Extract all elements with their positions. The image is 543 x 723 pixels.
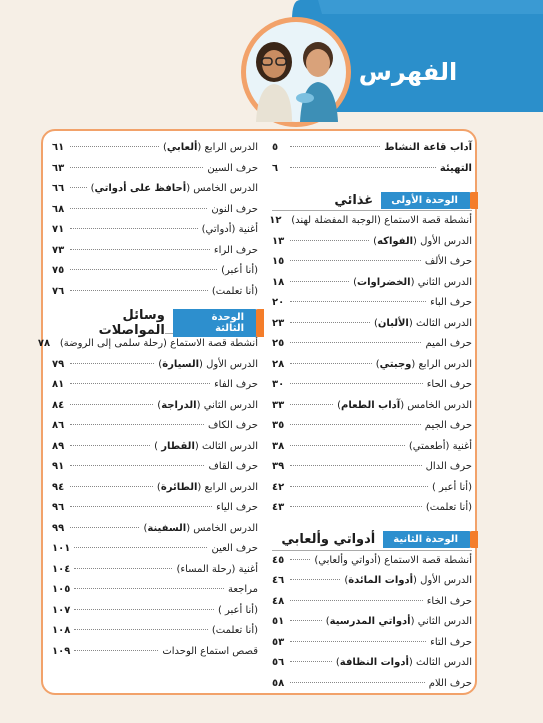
entry-label: [336, 657, 472, 668]
entry-label-text: (أنا تعلمت): [211, 285, 258, 297]
page-number: ١٨: [272, 276, 285, 288]
toc-entry: [52, 461, 258, 482]
entry-label: [426, 502, 472, 513]
leader-dots: [290, 281, 349, 282]
entry-label-bold: ألعابي: [166, 142, 198, 153]
toc-entry: [52, 379, 258, 400]
entry-label-suffix: ): [344, 575, 349, 586]
page-number: ١٠٤: [52, 563, 71, 575]
entry-label: [176, 564, 258, 575]
entry-label: [314, 555, 472, 566]
leader-dots: [70, 228, 198, 229]
leader-dots: [70, 383, 210, 384]
leader-dots: [290, 506, 422, 507]
leader-dots: [290, 486, 428, 487]
entry-label-text: مراجعة: [227, 584, 258, 595]
entry-label: [337, 400, 472, 411]
entry-label: [143, 523, 258, 534]
entry-label-text: الدرس الرابع (: [411, 358, 472, 370]
entry-label-text: حرف التاء: [430, 636, 472, 648]
entry-label-text: حرف الألف: [424, 256, 472, 267]
toc-entry: [272, 379, 472, 400]
entry-label-bold: وجبتي: [379, 358, 412, 370]
entry-label-suffix: ): [375, 358, 380, 370]
leader-dots: [290, 301, 426, 302]
toc-entry: [52, 564, 258, 585]
entry-label: [208, 420, 258, 431]
entry-label: [291, 215, 472, 226]
entry-label-text: حرف الخاء: [426, 595, 472, 607]
entry-label-text: حرف الياء: [216, 502, 258, 513]
leader-dots: [290, 600, 423, 601]
entry-label-bold: القطار: [161, 440, 195, 452]
entry-label: [221, 265, 258, 276]
entry-label-suffix: ): [156, 481, 161, 493]
page-number: ٨٦: [52, 420, 65, 431]
entry-label-text: الدرس الثاني (: [410, 276, 472, 288]
entry-label-text: الدرس الخامس (: [186, 522, 258, 534]
page-number: ٥: [272, 142, 279, 153]
entry-label-text: الدرس الرابع (: [197, 142, 258, 153]
entry-label-bold: الدراجة: [161, 399, 197, 411]
toc-entry: [52, 646, 258, 667]
entry-label: [211, 543, 258, 554]
entry-label-text: حرف العين: [211, 543, 258, 554]
toc-entry: [272, 616, 472, 637]
unit-title: أدواتي وألعابي: [275, 532, 375, 547]
entry-label: [425, 338, 472, 349]
page-number: ٢٥: [272, 338, 285, 349]
toc-entry: [52, 245, 258, 266]
entry-label: [208, 461, 258, 472]
entry-label-text: الدرس الرابع (: [197, 481, 258, 493]
page-number: ٩١: [52, 461, 65, 472]
intro-list: [272, 142, 472, 183]
toc-entry: [52, 625, 258, 646]
toc-entry: [272, 657, 472, 678]
toc-entry: [52, 400, 258, 421]
entry-label-bold: السيارة: [162, 358, 200, 370]
toc-entry: [272, 575, 472, 596]
entry-label-text: التهيئة: [439, 162, 472, 174]
leader-dots: [74, 547, 207, 548]
entry-label-text: حرف النون: [211, 203, 258, 215]
toc-entry: [272, 359, 472, 380]
entry-label-text: الدرس الثالث (: [408, 317, 472, 329]
entry-label-bold: أدواتي المدرسية: [329, 616, 411, 627]
unit-divider: [272, 550, 472, 551]
leader-dots: [70, 527, 139, 528]
unit2-header: [272, 525, 472, 555]
entry-label: [158, 359, 258, 370]
leader-dots: [70, 269, 217, 270]
entry-label: [430, 637, 472, 648]
page-number: ٢٣: [272, 317, 285, 329]
toc-entry: [272, 142, 472, 163]
leader-dots: [70, 146, 159, 147]
entry-label-text: قصص استماع الوحدات: [162, 645, 258, 657]
toc-entry: [272, 318, 472, 339]
unit-badge: الوحدة الثالثة: [173, 309, 258, 337]
leader-dots: [70, 167, 203, 168]
page-number: ٤٢: [272, 481, 285, 493]
page-number: ٦٨: [52, 203, 65, 215]
page-number: ٩٩: [52, 522, 65, 534]
unit-badge: الوحدة الثانية: [383, 531, 472, 548]
entry-label: [211, 204, 258, 215]
leader-dots: [74, 609, 214, 610]
entry-label-text: حرف الباء: [430, 297, 472, 308]
entry-label-text: الدرس الأول (: [199, 358, 258, 370]
entry-label: [214, 379, 258, 390]
page-number: ١٢: [269, 215, 282, 226]
entry-label: [426, 461, 472, 472]
entry-label-text: أغنية (رحلة المساء): [176, 563, 258, 575]
page-number: ٧٩: [52, 358, 65, 370]
leader-dots: [74, 568, 172, 569]
entry-label: [427, 596, 472, 607]
entry-label-text: (أنا أعبر ): [217, 604, 258, 616]
toc-entry: [269, 215, 472, 236]
entry-label-suffix: ): [90, 183, 95, 194]
entry-label-bold: أدوات النظافة: [339, 657, 409, 668]
leader-dots: [290, 342, 421, 343]
entry-label-text: (أنا أعبر ): [431, 481, 472, 493]
entry-label-text: آداب قاعة النشاط: [384, 142, 472, 153]
entry-label-suffix: ): [325, 616, 330, 627]
page-number: ٥٦: [272, 657, 285, 668]
entry-label-text: حرف السين: [207, 162, 258, 174]
toc-entry: [52, 286, 258, 307]
toc-entry: [272, 461, 472, 482]
page-number: ٧٦: [52, 285, 65, 297]
unit-title: غذائي: [328, 193, 373, 208]
entry-label-text: حرف القاف: [208, 461, 258, 472]
entry-label-bold: أدوات المائدة: [348, 575, 414, 586]
page-number: ٨١: [52, 379, 65, 390]
page-number: ٤٥: [272, 554, 285, 566]
entry-label: [376, 359, 472, 370]
toc-entry: [272, 502, 472, 523]
entry-label-bold: الألبان: [377, 317, 409, 329]
leader-dots: [290, 146, 380, 147]
entry-label-bold: الطائرة: [160, 481, 198, 493]
entry-label: [218, 605, 258, 616]
leader-dots: [290, 383, 423, 384]
toc-entry: [52, 183, 258, 204]
entry-label: [212, 286, 258, 297]
page-number: ٢٠: [272, 297, 285, 308]
leader-dots: [290, 240, 369, 241]
entry-label: [374, 318, 472, 329]
entry-label: [202, 224, 258, 235]
entry-label-text: حرف اللام: [428, 677, 472, 689]
entry-label-text: حرف الكاف: [207, 420, 258, 431]
entry-label: [228, 584, 258, 595]
page-number: ٣٥: [272, 420, 285, 431]
entry-label: [344, 575, 472, 586]
toc-entry: [52, 142, 258, 163]
entry-label-text: أنشطة قصة الاستماع (رحلة سلمى إلى الروضة): [59, 338, 258, 349]
entry-label-text: (أنا أعبر): [221, 265, 258, 276]
entry-label-text: حرف الراء: [213, 244, 258, 256]
leader-dots: [70, 404, 153, 405]
page-number: ١٠١: [52, 543, 71, 554]
entry-label-text: الدرس الأول (: [413, 235, 472, 247]
entry-label-text: حرف الميم: [425, 338, 472, 349]
page-number: ٧٣: [52, 244, 65, 256]
entry-label-text: الدرس الثالث (: [408, 657, 472, 668]
toc-entry: [52, 420, 258, 441]
entry-label-text: الدرس الخامس (: [400, 399, 472, 411]
entry-label-text: حرف الدال: [425, 461, 472, 472]
banner-highlight: [318, 0, 543, 14]
toc-entry: [272, 277, 472, 298]
page-number: ٧٥: [52, 265, 65, 276]
page-number: ١٣: [272, 235, 285, 247]
toc-left-column: [37, 142, 258, 666]
leader-dots: [290, 260, 421, 261]
entry-label: [157, 482, 258, 493]
toc-entry: [52, 224, 258, 245]
leader-dots: [290, 322, 370, 323]
unit1-header: [272, 185, 472, 215]
toc-entry: [52, 482, 258, 503]
leader-dots: [70, 506, 212, 507]
entry-label-suffix: ): [373, 317, 378, 329]
toc-entry: [272, 637, 472, 658]
page-number: ١٠٥: [52, 584, 71, 595]
leader-dots: [70, 424, 204, 425]
unit2-continued-list: [52, 142, 258, 306]
entry-label: [373, 236, 472, 247]
entry-label: [207, 163, 258, 174]
entry-label-text: أغنية (أدواتي): [201, 224, 258, 235]
page-number: ٦٦: [52, 183, 65, 194]
toc-entry: [272, 441, 472, 462]
leader-dots: [290, 620, 322, 621]
unit-badge: الوحدة الأولى: [381, 192, 472, 209]
leader-dots: [290, 579, 340, 580]
leader-dots: [290, 661, 332, 662]
toc-entry: [272, 482, 472, 503]
entry-label: [163, 142, 258, 153]
toc-entry: [52, 204, 258, 225]
leader-dots: [70, 363, 154, 364]
page-number: ١٥: [272, 256, 285, 267]
entry-label: [425, 420, 472, 431]
toc-entry: [272, 400, 472, 421]
toc-entry: [52, 523, 258, 544]
page-number: ٩٤: [52, 481, 65, 493]
leader-dots: [70, 208, 207, 209]
page-number: ٩٦: [52, 502, 65, 513]
entry-label: [154, 441, 258, 452]
page-number: ٧٨: [37, 338, 51, 349]
toc-entry: [52, 441, 258, 462]
toc-entry: [52, 502, 258, 523]
leader-dots: [290, 465, 422, 466]
toc-right-column: [269, 142, 472, 698]
toc-entry: [272, 297, 472, 318]
page-number: ٢٨: [272, 358, 285, 370]
entry-label: [425, 256, 472, 267]
toc-entry: [52, 543, 258, 564]
entry-label-suffix: ): [154, 440, 162, 452]
leader-dots: [290, 559, 310, 560]
page-number: ٤٣: [272, 502, 285, 513]
toc-entry: [272, 163, 472, 184]
entry-label: [384, 142, 472, 153]
entry-label: [91, 183, 258, 194]
entry-label: [326, 616, 472, 627]
entry-label: [353, 277, 472, 288]
leader-dots: [70, 445, 150, 446]
leader-dots: [290, 363, 372, 364]
entry-label: [440, 163, 472, 174]
unit-title: وسائل المواصلات: [52, 308, 165, 338]
page-number: ٥١: [272, 616, 285, 627]
entry-label: [409, 441, 472, 452]
page-number: ٨٤: [52, 399, 65, 411]
entry-label: [430, 297, 472, 308]
page-number: ٥٨: [272, 677, 285, 689]
entry-label: [214, 245, 258, 256]
page-number: ٤٨: [272, 595, 285, 607]
entry-label-suffix: ): [373, 235, 378, 247]
entry-label-text: الدرس الثالث (: [194, 440, 258, 452]
entry-label-text: حرف الجيم: [424, 420, 472, 431]
leader-dots: [70, 465, 204, 466]
toc-entry: [52, 163, 258, 184]
page-number: ٦: [272, 162, 279, 174]
entry-label-bold: الخضراوات: [357, 276, 411, 288]
page-number: ١٠٩: [52, 645, 71, 657]
entry-label-bold: آداب الطعام: [341, 399, 401, 411]
leader-dots: [70, 486, 153, 487]
leader-dots: [290, 424, 421, 425]
entry-label-bold: الفواكه: [377, 235, 414, 247]
unit3-header: [52, 308, 258, 338]
toc-entry: [52, 605, 258, 626]
leader-dots: [74, 650, 158, 651]
page-number: ١٠٨: [52, 625, 71, 636]
page-number: ٦١: [52, 142, 65, 153]
toc-entry: [272, 555, 472, 576]
entry-label-text: الدرس الثاني (: [196, 399, 258, 411]
entry-label-suffix: ): [158, 358, 163, 370]
leader-dots: [290, 167, 436, 168]
page-header: [0, 0, 543, 130]
page-number: ٦٣: [52, 162, 65, 174]
unit3-list: [37, 338, 258, 666]
entry-label: [427, 379, 472, 390]
entry-label-suffix: ): [337, 399, 342, 411]
leader-dots: [290, 404, 333, 405]
entry-label-text: (أنا تعلمت): [425, 502, 472, 513]
page-number: ٣٨: [272, 440, 285, 452]
entry-label-suffix: ): [157, 399, 162, 411]
page-number: ٣٣: [272, 399, 285, 411]
entry-label-text: الدرس الخامس (: [186, 183, 258, 194]
entry-label-suffix: ): [335, 657, 340, 668]
entry-label-bold: أحافظ على أدواتي: [94, 183, 187, 194]
toc-entry: [37, 338, 258, 359]
leader-dots: [290, 682, 425, 683]
page-title: الفهرس: [358, 58, 458, 86]
leader-dots: [70, 249, 210, 250]
toc-entry: [272, 596, 472, 617]
entry-label: [432, 482, 472, 493]
unit-divider: [272, 210, 472, 211]
entry-label: [216, 502, 258, 513]
entry-label-bold: السفينة: [147, 522, 187, 534]
entry-label-text: (أنا تعلمت): [211, 625, 258, 636]
entry-label: [157, 400, 258, 411]
entry-label-text: الدرس الأول (: [413, 575, 472, 586]
entry-label-text: الدرس الثاني (: [410, 616, 472, 627]
toc-entry: [272, 420, 472, 441]
page-number: ١٠٧: [52, 604, 71, 616]
header-graphic: [0, 0, 543, 130]
entry-label-text: حرف الحاء: [426, 379, 472, 390]
page-number: ٥٣: [272, 636, 285, 648]
toc-entry: [272, 236, 472, 257]
entry-label-suffix: ): [143, 522, 148, 534]
page-number: ٣٩: [272, 461, 285, 472]
toc-entry: [52, 359, 258, 380]
leader-dots: [74, 588, 224, 589]
unit1-list: [269, 215, 472, 523]
entry-label: [60, 338, 258, 349]
entry-label-text: أنشطة قصة الاستماع (الوجبة المفضلة لهند): [291, 215, 472, 226]
leader-dots: [74, 629, 208, 630]
toc-entry: [272, 256, 472, 277]
entry-label: [429, 678, 472, 689]
entry-label-text: أغنية (أطعمتي): [408, 440, 472, 452]
entry-label: [162, 646, 258, 657]
entry-label-text: أنشطة قصة الاستماع (أدواتي وألعابي): [314, 554, 472, 566]
toc-entry: [272, 678, 472, 699]
leader-dots: [70, 290, 208, 291]
toc-entry: [272, 338, 472, 359]
leader-dots: [290, 641, 426, 642]
entry-label-suffix: ): [163, 142, 167, 153]
leader-dots: [290, 445, 405, 446]
entry-label: [212, 625, 258, 636]
toc-entry: [52, 584, 258, 605]
page-number: ٣٠: [272, 379, 285, 390]
leader-dots: [70, 187, 87, 188]
page-number: ٨٩: [52, 440, 65, 452]
unit2-list: [272, 555, 472, 699]
toc-entry: [52, 265, 258, 286]
entry-label-text: حرف الفاء: [214, 379, 258, 390]
page-number: ٧١: [52, 224, 65, 235]
page-number: ٤٦: [272, 575, 285, 586]
entry-label-suffix: ): [353, 276, 358, 288]
